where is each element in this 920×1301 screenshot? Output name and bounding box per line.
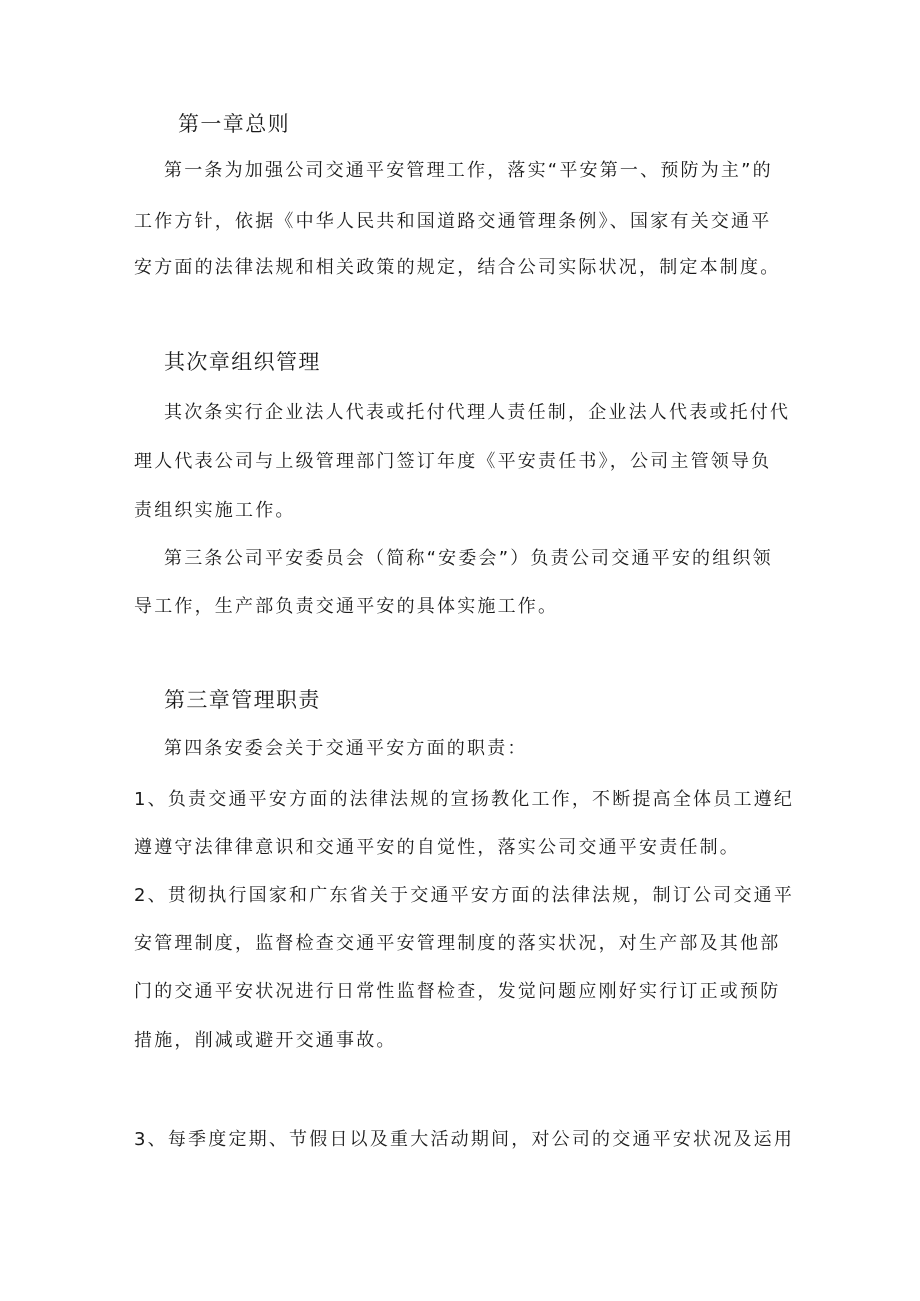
article-4-intro: 第四条安委会关于交通平安方面的职责： xyxy=(164,738,528,759)
item-1-line-2: 遵遵守法律律意识和交通平安的自觉性，落实公司交通平安责任制。 xyxy=(134,837,740,858)
article-1-line-2: 工作方针，依据《中华人民共和国道路交通管理条例》、国家有关交通平 xyxy=(134,211,772,232)
item-2-line-2: 安管理制度，监督检查交通平安管理制度的落实状况，对生产部及其他部 xyxy=(134,933,781,954)
article-3-line-1: 第三条公司平安委员会（简称“安委会”）负责公司交通平安的组织领 xyxy=(164,548,773,569)
article-2-line-3: 责组织实施工作。 xyxy=(134,500,296,521)
article-2-line-1: 其次条实行企业法人代表或托付代理人责任制，企业法人代表或托付代 xyxy=(164,402,791,423)
item-3-line-1: 3、每季度定期、节假日以及重大活动期间，对公司的交通平安状况及运用 xyxy=(134,1129,795,1150)
item-2-line-1: 2、贯彻执行国家和广东省关于交通平安方面的法律法规，制订公司交通平 xyxy=(134,885,795,906)
article-1-line-1: 第一条为加强公司交通平安管理工作，落实“平安第一、预防为主”的 xyxy=(164,160,773,181)
article-2-line-2: 理人代表公司与上级管理部门签订年度《平安责任书》，公司主管领导负 xyxy=(134,451,772,472)
chapter-3-heading: 第三章管理职责 xyxy=(164,688,321,712)
chapter-1-heading: 第一章总则 xyxy=(178,112,290,136)
article-3-line-2: 导工作，生产部负责交通平安的具体实施工作。 xyxy=(134,596,559,617)
chapter-2-heading: 其次章组织管理 xyxy=(164,350,321,374)
item-1-line-1: 1、负责交通平安方面的法律法规的宣扬教化工作，不断提高全体员工遵纪 xyxy=(134,789,795,810)
item-2-line-4: 措施，削减或避开交通事故。 xyxy=(134,1030,397,1051)
article-1-line-3: 安方面的法律法规和相关政策的规定，结合公司实际状况，制定本制度。 xyxy=(134,257,781,278)
item-2-line-3: 门的交通平安状况进行日常性监督检查，发觉问题应刚好实行订正或预防 xyxy=(134,981,781,1002)
